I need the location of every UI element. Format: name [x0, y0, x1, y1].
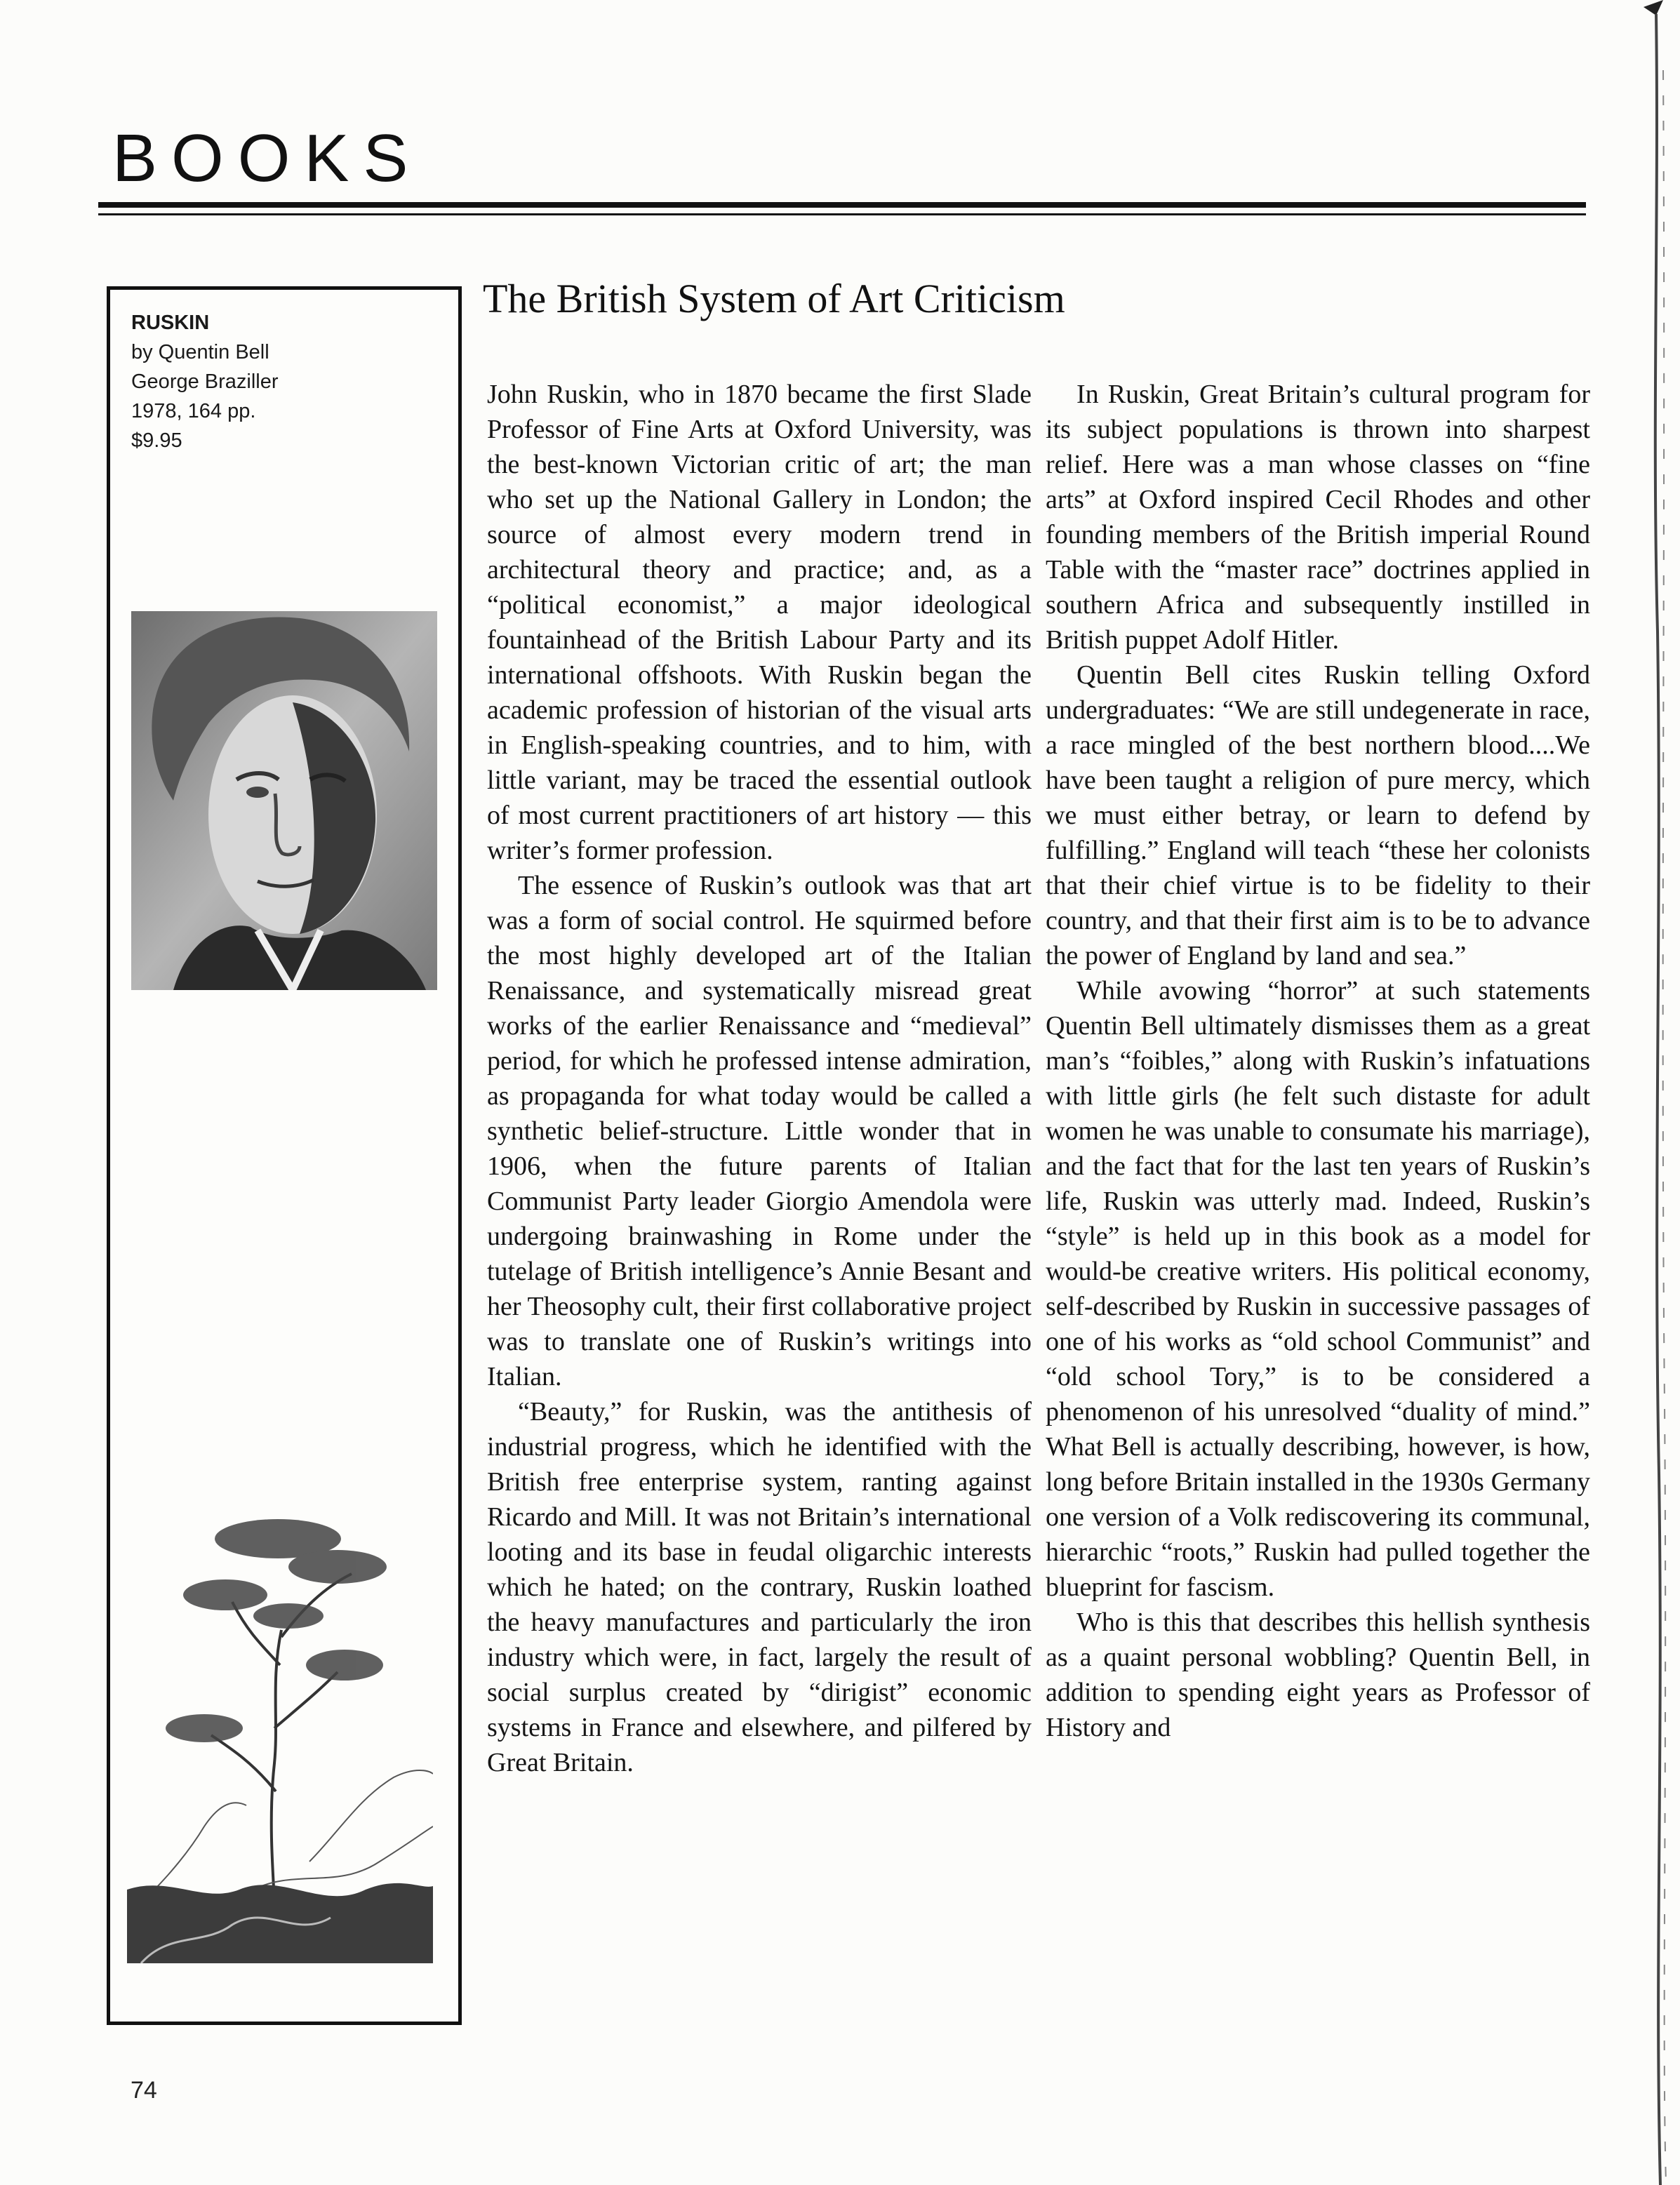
- paragraph: “Beauty,” for Ruskin, was the antithesis of industrial progress, which he identified with the British free enterprise system, ranting against Ricardo and Mill. It was not Britain’s international looting and its base in feudal oligarchic interests which he hated; on the contrary, Ruskin loathed the heavy manufactures and particularly the iron industry which were, in fact, largely the result of social surplus created by “dirigist” economic systems in France and elsewhere, and pilfered by Great Britain.: [487, 1397, 1032, 1777]
- ruskin-portrait-image: [131, 611, 437, 990]
- book-author: by Quentin Bell: [131, 341, 269, 363]
- book-title: RUSKIN: [131, 312, 210, 334]
- tree-landscape-drawing: [127, 1497, 433, 1963]
- article-title: The British System of Art Criticism: [483, 276, 1065, 321]
- scanned-page-edge: [1642, 0, 1680, 2185]
- header-rule-thin: [98, 213, 1586, 215]
- book-details: [131, 308, 279, 455]
- book-price: $9.95: [131, 429, 182, 452]
- landscape-etching-image: [127, 1497, 433, 1963]
- portrait-drawing: [131, 611, 437, 990]
- paragraph: Quentin Bell cites Ruskin telling Oxford undergraduates: “We are still undegenerate in race, a race mingled of the best northern blood....We have been taught a religion of pure mercy, which we must either betray, or learn to defend by fulfilling.” England will teach “these her colonists that their chief virtue is to be fidelity to their country, and that their first aim is to be to advance the power of England by land and sea.”: [1046, 660, 1590, 970]
- page-number: 74: [131, 2077, 157, 2104]
- book-publisher: George Braziller: [131, 370, 279, 393]
- paragraph: Who is this that describes this hellish synthesis as a quaint personal wobbling? Quentin Bell, in addition to spending eight years as Professor of History and: [1046, 1608, 1590, 1742]
- book-info-sidebar: [107, 286, 462, 2025]
- article-column-1: [487, 377, 1032, 1780]
- section-heading: BOOKS: [112, 121, 422, 196]
- paragraph: The essence of Ruskin’s outlook was that art was a form of social control. He squirmed before the most highly developed art of the Italian Renaissance, and systematically misread great works of the earlier Renaissance and “medieval” period, for which he professed intense admiration, as propaganda for what today would be called a synthetic belief-structure. Little wonder that in 1906, when the future parents of Italian Communist Party leader Giorgio Amendola were undergoing brainwashing in Rome under the tutelage of British intelligence’s Annie Besant and her Theosophy cult, their first collaborative project was to translate one of Ruskin’s writings into Italian.: [487, 871, 1032, 1391]
- article-column-2: [1046, 377, 1590, 1745]
- paragraph: While avowing “horror” at such statements Quentin Bell ultimately dismisses them as a great man’s “foibles,” along with Ruskin’s infatuations with little girls (he felt such distaste for adult women he was unable to consumate his marriage), and the fact that for the last ten years of Ruskin’s life, Ruskin was utterly mad. Indeed, Ruskin’s “style” is held up in this book as a model for would-be creative writers. His political economy, self-described by Ruskin in successive passages of one of his works as “old school Communist” and “old school Tory,” is to be considered a phenomenon of his unresolved “duality of mind.” What Bell is actually describing, however, is how, long before Britain installed in the 1930s Germany one version of a Volk rediscovering its communal, hierarchic “roots,” Ruskin had pulled together the blueprint for fascism.: [1046, 976, 1590, 1602]
- paragraph: In Ruskin, Great Britain’s cultural program for its subject populations is thrown into sharpest relief. Here was a man whose classes on “fine arts” at Oxford inspired Cecil Rhodes and other founding members of the British imperial Round Table with the “master race” doctrines applied in southern Africa and subsequently instilled in British puppet Adolf Hitler.: [1046, 380, 1590, 655]
- book-year-pages: 1978, 164 pp.: [131, 400, 256, 422]
- header-rule-thick: [98, 202, 1586, 208]
- paragraph: John Ruskin, who in 1870 became the first Slade Professor of Fine Arts at Oxford University, was the best-known Victorian critic of art; the man who set up the National Gallery in London; the source of almost every modern trend in architectural theory and practice; and, as a “political economist,” a major ideological fountainhead of the British Labour Party and its international offshoots. With Ruskin began the academic profession of historian of the visual arts in English-speaking countries, and to him, with little variant, may be traced the essential outlook of most current practitioners of art history — this writer’s former profession.: [487, 380, 1032, 865]
